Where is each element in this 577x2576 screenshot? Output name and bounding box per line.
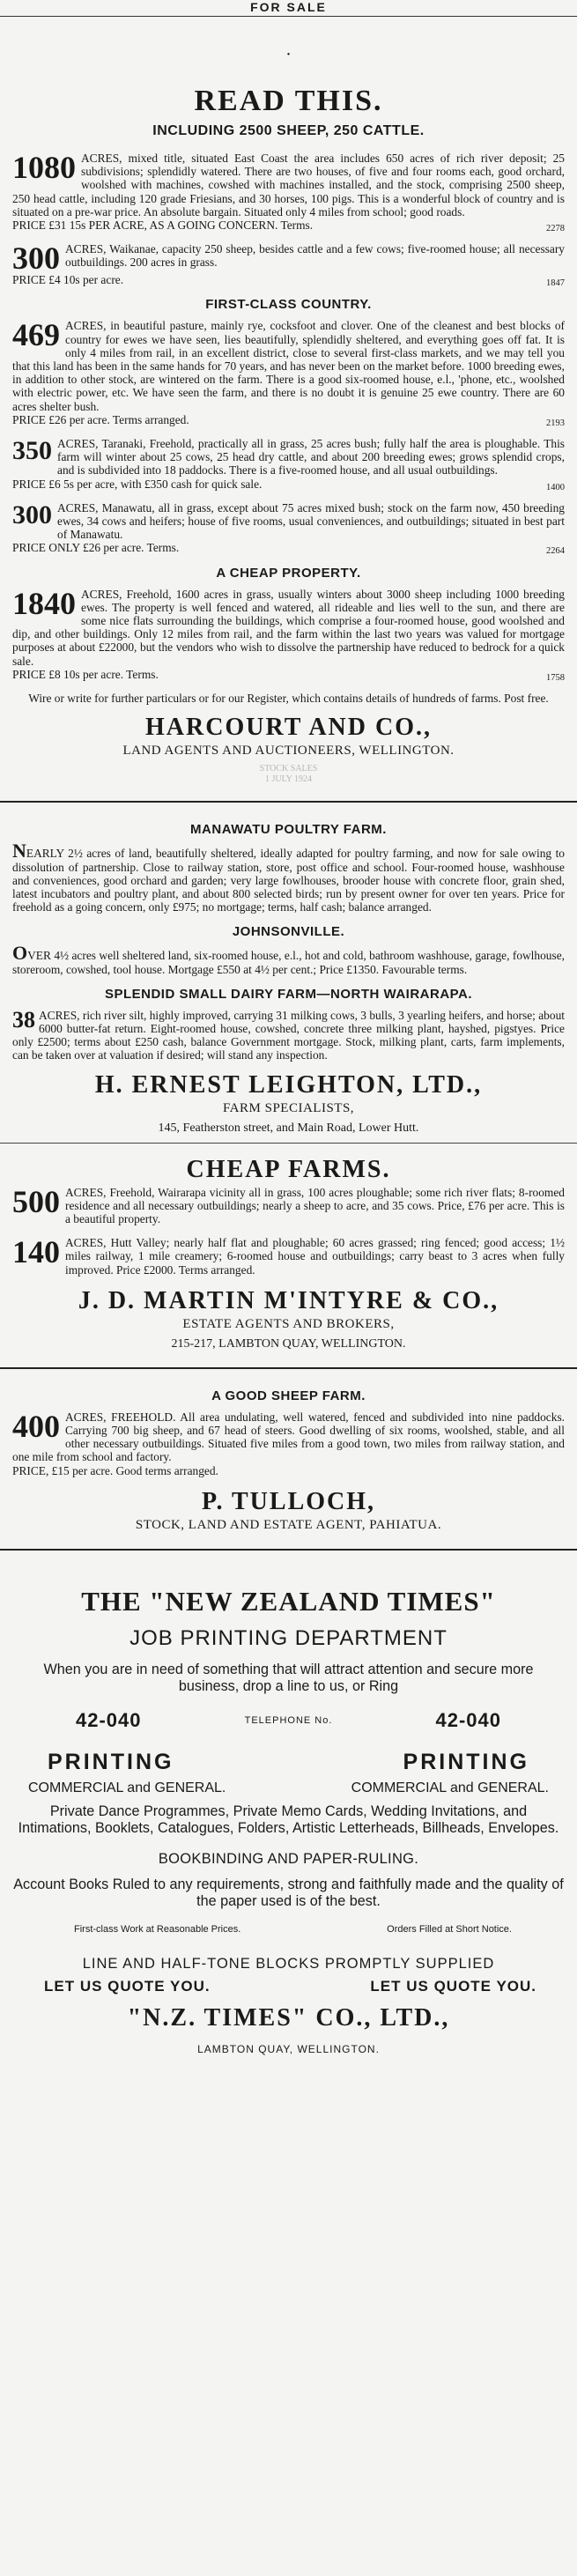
listing-lead-number: 469 bbox=[12, 317, 60, 353]
listing-ref: 2193 bbox=[546, 418, 565, 428]
stamp-line-2: 1 JULY 1924 bbox=[264, 774, 313, 785]
telephone-row bbox=[76, 1709, 501, 1732]
mcintyre-address: 215-217, LAMBTON QUAY, WELLINGTON. bbox=[171, 1336, 406, 1351]
listing-price: PRICE £6 5s per acre, with £350 cash for quick sale. bbox=[12, 477, 263, 491]
listing-price-line bbox=[12, 218, 565, 232]
quote-right: LET US QUOTE YOU. bbox=[370, 1977, 536, 1995]
listing-price: PRICE £8 10s per acre. Terms. bbox=[12, 667, 159, 681]
commercial-row bbox=[28, 1780, 549, 1796]
listing-1840-acres bbox=[12, 585, 565, 683]
listing-text: ACRES, Freehold, 1600 acres in grass, usually winters about 3000 sheep including 1000 breeding ewes. The property is well fenced and watered, all rideable and lies well to the sun, and there are some nice flats surrounding the buildings, which comprise a four-roomed house, good woolshed and dip, and other buildings. Only 12 miles from rail, and the farm within the last two years was valued for mortgage purposes at about £22000, but the vendors who wish to dissolve the partnership have reduced to bedrock for a quick sale. bbox=[12, 587, 565, 668]
nz-times-title: THE "NEW ZEALAND TIMES" bbox=[81, 1585, 496, 1617]
wire-note: Wire or write for further particulars or for our Register, which contains details of hundreds of farms. Post free. bbox=[28, 692, 549, 706]
listing-text: ACRES, FREEHOLD. All area undulating, well watered, fenced and subdivided into nine paddocks. Carrying 700 big sheep, and 67 head of steers. Good dwelling of six rooms, woolshed, stable, and all other necessary outbuildings. Situated five miles from a good town, two miles from railway station, and one mile from school and factory. bbox=[12, 1410, 565, 1464]
printing-right: PRINTING bbox=[403, 1749, 529, 1774]
cheap-farms-title: CHEAP FARMS. bbox=[186, 1155, 391, 1183]
listing-lead-number: 38 bbox=[12, 1006, 35, 1033]
listing-price-line bbox=[12, 668, 565, 681]
drop-cap: O bbox=[12, 942, 28, 965]
listing-500-wairarapa bbox=[12, 1183, 565, 1226]
bookbinding-heading: BOOKBINDING AND PAPER-RULING. bbox=[158, 1850, 419, 1867]
listing-1080-acres bbox=[12, 152, 565, 232]
printing-left: PRINTING bbox=[48, 1749, 174, 1774]
listing-ref: 1400 bbox=[546, 482, 565, 492]
listing-text: ACRES, mixed title, situated East Coast the area includes 650 acres of rich river deposit; 25 subdivisions; splendidly watered. There are two houses, of five and four rooms each, good orchard, woolshed with machines, cowshed with machines installed, and the stock, comprising 2500 sheep, 250 head cattle, including 120 grade Friesians, and 30 horses, 100 pigs. This is a wonderful block of country and is situated on a pre-war price. An absolute bargain. Situated only 4 miles from school; good roads. bbox=[12, 152, 565, 218]
listing-lead-number: 400 bbox=[12, 1408, 60, 1444]
harcourt-desc: LAND AGENTS AND AUCTIONEERS, WELLINGTON. bbox=[122, 744, 455, 759]
nz-times-company: "N.Z. TIMES" CO., LTD., bbox=[127, 2003, 450, 2032]
dairy-text bbox=[12, 1006, 565, 1062]
listing-price: PRICE £31 15s PER ACRE, AS A GOING CONCERN. Terms. bbox=[12, 218, 314, 233]
listing-300-manawatu bbox=[12, 501, 565, 555]
sheep-farm-heading: A GOOD SHEEP FARM. bbox=[211, 1388, 366, 1403]
listing-price: PRICE £26 per acre. Terms arranged. bbox=[12, 412, 189, 426]
listing-300-waikanae bbox=[12, 241, 565, 289]
dairy-body: ACRES, rich river silt, highly improved, carrying 31 milking cows, 3 bulls, 3 yearling heifers, and horse; about 6000 butter-fat return. Eight-roomed house, cowshed, concrete three milking plant, hayshed, pigstyes. Price only £2500; terms about £250 cash, balance Government mortgage. Stock, milking plant, carts, farm implements, can be taken over at valuation if desired; will stand any inspection. bbox=[12, 1008, 565, 1062]
divider bbox=[0, 1549, 577, 1551]
read-this-subtitle: INCLUDING 2500 SHEEP, 250 CATTLE. bbox=[152, 123, 425, 138]
for-sale-header: FOR SALE bbox=[0, 0, 577, 17]
telephone-label: TELEPHONE No. bbox=[244, 1714, 333, 1726]
listing-price: PRICE £4 10s per acre. bbox=[12, 273, 124, 287]
drop-cap: N bbox=[12, 840, 26, 862]
commercial-left: COMMERCIAL and GENERAL. bbox=[28, 1780, 226, 1795]
listing-ref: 1758 bbox=[546, 672, 565, 683]
manawatu-heading: MANAWATU POULTRY FARM. bbox=[190, 822, 387, 838]
listing-price-line bbox=[12, 477, 565, 491]
listing-lead-number: 140 bbox=[12, 1234, 60, 1270]
read-this-title: READ THIS. bbox=[194, 85, 383, 117]
listing-350-taranaki bbox=[12, 437, 565, 491]
ornament-dot: • bbox=[286, 50, 291, 60]
stamp-line-1: STOCK SALES bbox=[259, 764, 318, 774]
listing-lead-number: 300 bbox=[12, 500, 52, 529]
johnsonville-text bbox=[12, 942, 565, 976]
bookbinding-text: Account Books Ruled to any requirements, strong and faithfully made and the quality of the paper used is of the best. bbox=[13, 1876, 564, 1909]
listing-price-line bbox=[12, 413, 565, 426]
faded-stamp bbox=[12, 764, 565, 785]
harcourt-name: HARCOURT AND CO., bbox=[145, 714, 432, 742]
listing-text: ACRES, Freehold, Wairarapa vicinity all in grass, 100 acres ploughable; some rich river flats; 8-roomed residence and all necessary outbuildings; nearly a sheep to acre, and 35 cows. Price, £76 per acre. This is a beautiful property. bbox=[65, 1185, 565, 1225]
leighton-name: H. ERNEST LEIGHTON, LTD., bbox=[94, 1070, 483, 1099]
work-right: Orders Filled at Short Notice. bbox=[387, 1923, 512, 1935]
work-row bbox=[74, 1924, 512, 1935]
manawatu-text bbox=[12, 840, 565, 914]
listing-lead-number: 300 bbox=[12, 241, 60, 277]
quote-row bbox=[44, 1978, 536, 1995]
mcintyre-desc: ESTATE AGENTS AND BROKERS, bbox=[182, 1316, 395, 1331]
tulloch-desc: STOCK, LAND AND ESTATE AGENT, PAHIATUA. bbox=[135, 1517, 442, 1532]
quote-left: LET US QUOTE YOU. bbox=[44, 1977, 211, 1995]
listing-text: ACRES, Hutt Valley; nearly half flat and ploughable; 60 acres grassed; ring fenced; good access; 1½ miles railway, 1 mile creamery; 6-roomed house and outbuildings; carry beast to 3 acres when fully improved. Price £2000. Terms arranged. bbox=[65, 1236, 565, 1277]
listing-price-line bbox=[12, 273, 565, 289]
blocks-line: LINE AND HALF-TONE BLOCKS PROMPTLY SUPPLIED bbox=[82, 1955, 495, 1972]
listing-price-line bbox=[12, 541, 565, 557]
telephone-number-right: 42-040 bbox=[435, 1708, 501, 1731]
first-class-heading: FIRST-CLASS COUNTRY. bbox=[205, 297, 372, 313]
listing-text: ACRES, Taranaki, Freehold, practically all in grass, 25 acres bush; fully half the area is ploughable. This farm will winter about 25 cows, 25 head dry cattle, and about 200 breeding ewes; grows splendid crops, and is subdivided into 18 paddocks. There is a five-roomed house, and all usual outbuildings. bbox=[57, 437, 565, 477]
listing-ref: 1847 bbox=[546, 278, 565, 289]
work-left: First-class Work at Reasonable Prices. bbox=[74, 1923, 241, 1935]
listing-lead-number: 1840 bbox=[12, 585, 76, 621]
listing-ref: 2264 bbox=[546, 546, 565, 557]
listing-lead-number: 350 bbox=[12, 436, 52, 466]
listing-140-hutt bbox=[12, 1236, 565, 1277]
listing-price: PRICE ONLY £26 per acre. Terms. bbox=[12, 541, 180, 555]
listing-400-acres bbox=[12, 1410, 565, 1477]
leighton-address: 145, Featherston street, and Main Road, Lower Hutt. bbox=[158, 1121, 419, 1135]
job-printing-intro: When you are in need of something that will attract attention and secure more business, drop a line to us, or Ring bbox=[43, 1661, 534, 1694]
listing-ref: 2278 bbox=[546, 224, 565, 234]
printing-services: Private Dance Programmes, Private Memo Cards, Wedding Invitations, and Intimations, Booklets, Catalogues, Folders, Artistic Letterheads, Billheads, Envelopes. bbox=[18, 1802, 559, 1836]
cheap-property-heading: A CHEAP PROPERTY. bbox=[216, 565, 361, 581]
nz-times-address: LAMBTON QUAY, WELLINGTON. bbox=[197, 2042, 380, 2055]
listing-text: ACRES, Manawatu, all in grass, except about 75 acres mixed bush; stock on the farm now, 450 breeding ewes, 34 cows and heifers; house of five rooms, usual conveniences, and outbuildings; situated in best part of Manawatu. bbox=[57, 500, 565, 542]
printing-row bbox=[28, 1750, 549, 1775]
listing-469-acres bbox=[12, 319, 565, 426]
listing-lead-number: 1080 bbox=[12, 150, 76, 185]
dairy-heading: SPLENDID SMALL DAIRY FARM—NORTH WAIRARAPA. bbox=[104, 986, 473, 1002]
johnsonville-heading: JOHNSONVILLE. bbox=[232, 924, 345, 940]
telephone-number-left: 42-040 bbox=[76, 1708, 142, 1731]
divider bbox=[0, 1367, 577, 1369]
tulloch-name: P. TULLOCH, bbox=[201, 1487, 376, 1515]
divider bbox=[0, 1143, 577, 1144]
listing-text: ACRES, Waikanae, capacity 250 sheep, besides cattle and a few cows; five-roomed house; all necessary outbuildings. 200 acres in grass. bbox=[65, 242, 565, 270]
manawatu-body: EARLY 2½ acres of land, beautifully sheltered, ideally adapted for poultry farming, and now for sale owing to dissolution of partnership. Close to railway station, store, post office and school. Four-roomed house, washhouse and conveniences, good orchard and garden; very large fowlhouses, brooder house with concrete floor, grain shed, latest incubators and poultry plant, and about 800 selected birds; run by present owner for over ten years. Price for freehold as a going concern, only £975; no mortgage; terms, half cash; balance arranged. bbox=[12, 847, 565, 914]
listing-lead-number: 500 bbox=[12, 1183, 60, 1219]
leighton-desc: FARM SPECIALISTS, bbox=[222, 1100, 355, 1115]
listing-price: PRICE, £15 per acre. Good terms arranged. bbox=[12, 1463, 218, 1477]
divider bbox=[0, 801, 577, 803]
johnsonville-body: VER 4½ acres well sheltered land, six-roomed house, e.l., hot and cold, bathroom washhouse, garage, fowlhouse, storeroom, cowshed, tool house. Mortgage £550 at 4½ per cent.; Price £1350. Favourable terms. bbox=[12, 949, 565, 976]
mcintyre-name: J. D. MARTIN M'INTYRE & CO., bbox=[78, 1286, 499, 1314]
listing-text: ACRES, in beautiful pasture, mainly rye, cocksfoot and clover. One of the cleanest and best blocks of country for ewes we have seen, lies beautifully, splendidly sheltered, and everything goes off fat. It is only 4 miles from rail, in an excellent district, close to several first-class markets, and we may tell you that this land has been in the same hands for 70 years, and has never been on the market before. 1000 breeding ewes, in addition to other stock, are wintered on the farm. There is a good six-roomed house, e.l., 'phone, etc., woolshed with electric power, etc. We have seen the farm, and there is no doubt it is genuine 25 ewe country. There are 60 acres shelter bush. bbox=[12, 319, 565, 413]
commercial-right: COMMERCIAL and GENERAL. bbox=[351, 1780, 549, 1795]
job-printing-heading: JOB PRINTING DEPARTMENT bbox=[129, 1625, 448, 1650]
